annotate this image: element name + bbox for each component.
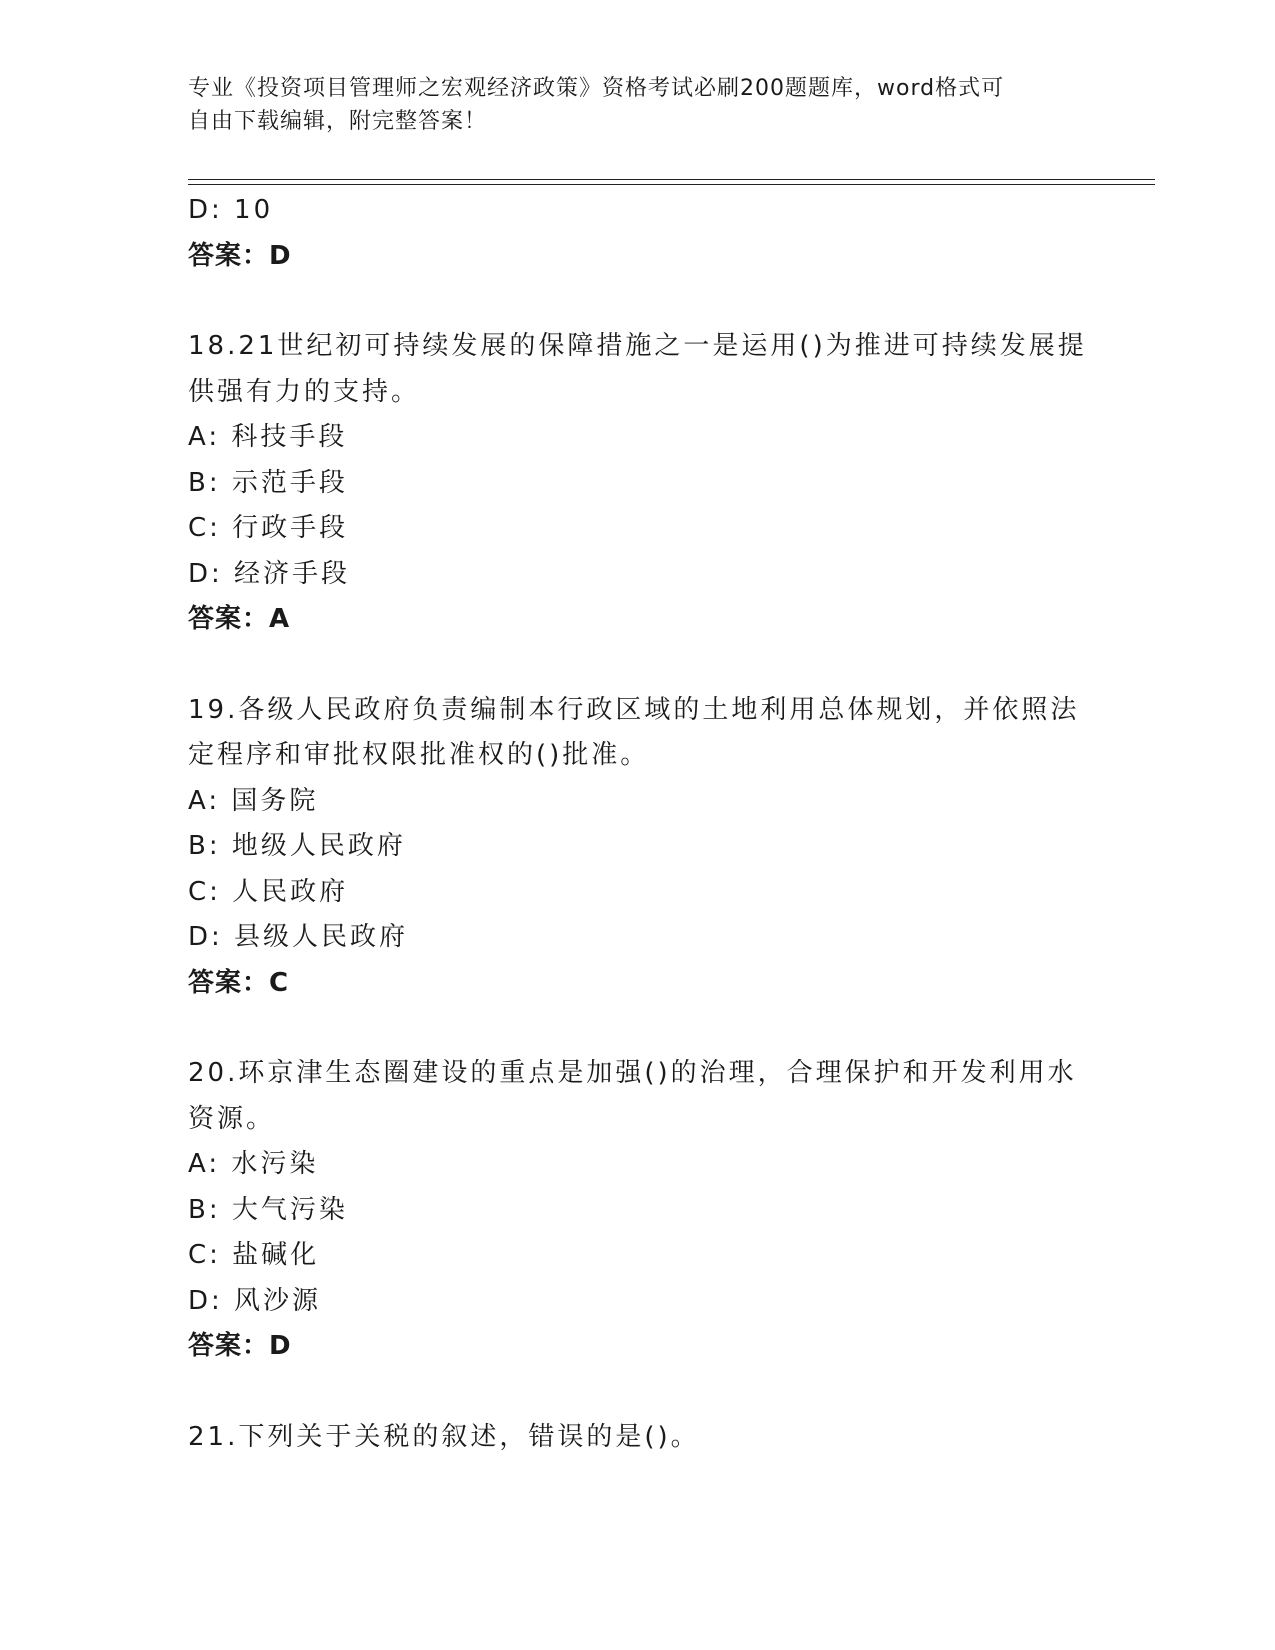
option-d: D: 10 <box>188 195 274 225</box>
option-b: B: 大气污染 <box>188 1194 348 1225</box>
question-text: 定程序和审批权限批准权的()批准。 <box>188 740 650 770</box>
option-c: C: 行政手段 <box>188 513 349 543</box>
header-divider-top <box>188 179 1155 180</box>
question-list <box>188 188 1088 1460</box>
option-c: C: 人民政府 <box>188 876 349 907</box>
question-text: 21.下列关于关税的叙述，错误的是()。 <box>188 1421 700 1452</box>
option-b: B: 示范手段 <box>188 467 348 498</box>
header-line-1: 专业《投资项目管理师之宏观经济政策》资格考试必刷200题题库，word格式可 <box>188 76 1005 101</box>
answer-line: 答案：A <box>188 604 291 634</box>
option-c: C: 盐碱化 <box>188 1240 320 1270</box>
question-20 <box>188 1051 1088 1370</box>
answer-line: 答案：D <box>188 1331 292 1361</box>
question-21 <box>188 1415 1088 1461</box>
answer-line: 答案：D <box>188 240 292 271</box>
answer-line: 答案：C <box>188 967 290 998</box>
option-a: A: 水污染 <box>188 1149 319 1179</box>
header-line-2: 自由下载编辑，附完整答案！ <box>188 109 488 134</box>
option-d: D: 经济手段 <box>188 558 351 589</box>
option-a: A: 科技手段 <box>188 422 348 452</box>
header-divider-bottom <box>188 184 1155 185</box>
question-text: 供强有力的支持。 <box>188 376 421 407</box>
question-text: 18.21世纪初可持续发展的保障措施之一是运用()为推进可持续发展提 <box>188 331 1087 361</box>
question-text: 资源。 <box>188 1103 276 1134</box>
option-b: B: 地级人民政府 <box>188 831 406 861</box>
question-text: 20.环京津生态圈建设的重点是加强()的治理，合理保护和开发利用水 <box>188 1058 1077 1088</box>
question-text: 19.各级人民政府负责编制本行政区域的土地利用总体规划，并依照法 <box>188 694 1080 725</box>
option-a: A: 国务院 <box>188 785 319 816</box>
question-18 <box>188 324 1088 643</box>
option-d: D: 县级人民政府 <box>188 922 409 952</box>
option-d: D: 风沙源 <box>188 1285 322 1316</box>
document-header <box>188 72 1088 138</box>
question-19 <box>188 688 1088 1007</box>
